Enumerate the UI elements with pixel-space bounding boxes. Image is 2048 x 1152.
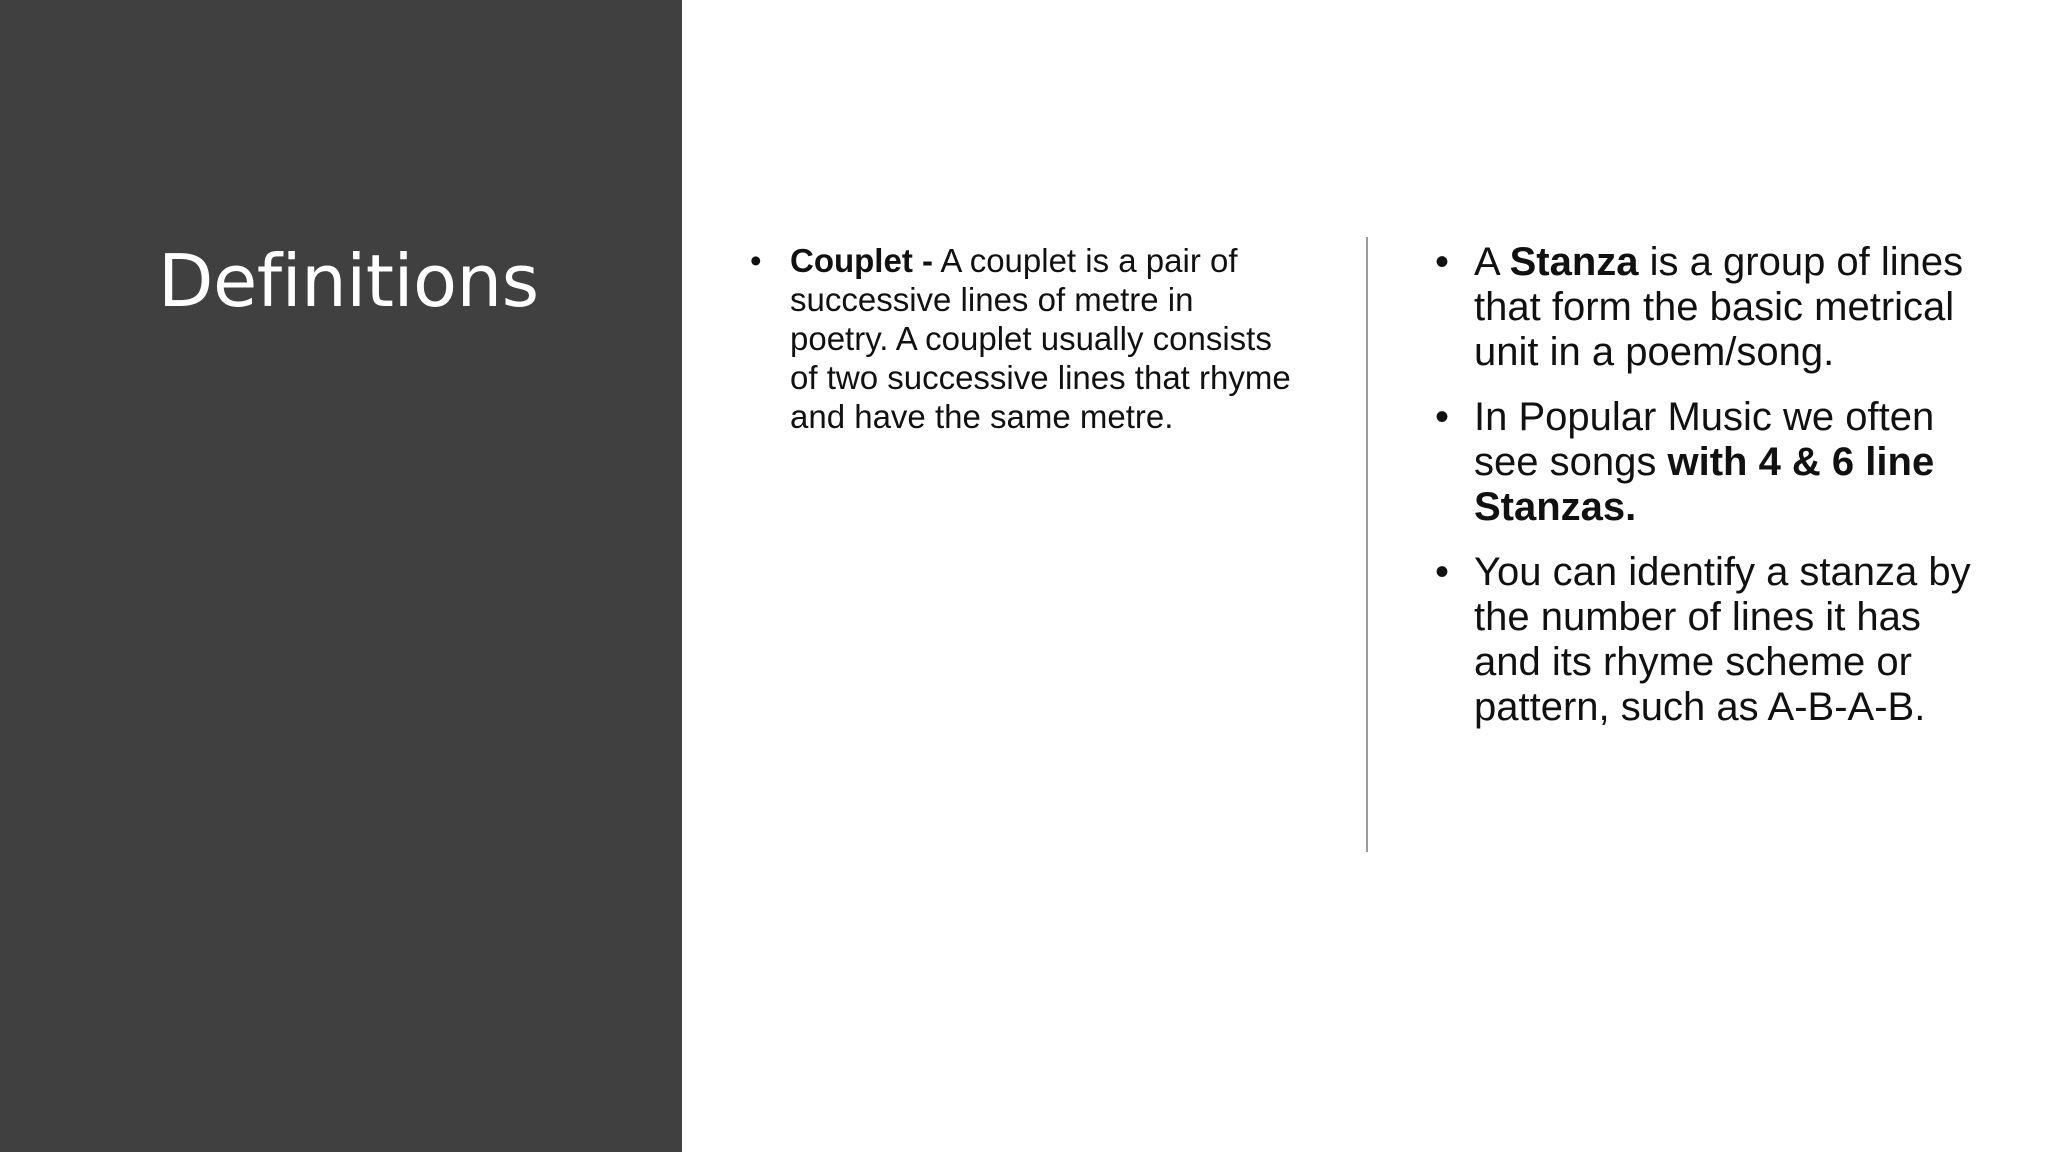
- couplet-column: [748, 241, 1298, 436]
- couplet-definition: A couplet is a pair of successive lines of metre in poetry. A couplet usually consists of two successive lines that rhyme and have the same metre.: [790, 242, 1291, 435]
- popular-music-emphasis: with 4 & 6 line Stanzas.: [1474, 440, 1935, 529]
- stanza-def-post: is a group of lines that form the basic metrical unit in a poem/song.: [1474, 240, 1964, 374]
- stanza-def-pre: A: [1474, 240, 1510, 284]
- couplet-list: [748, 241, 1298, 436]
- list-item-couplet: [748, 241, 1298, 436]
- bullet-icon: •: [750, 242, 762, 279]
- stanza-list: [1432, 240, 1972, 730]
- bullet-icon: •: [1435, 240, 1450, 284]
- bullet-icon: •: [1435, 395, 1450, 439]
- bullet-icon: •: [1435, 550, 1450, 594]
- column-divider: [1366, 237, 1368, 852]
- term-couplet: Couplet -: [790, 242, 933, 279]
- term-stanza: Stanza: [1509, 240, 1639, 284]
- stanza-column: [1432, 240, 1972, 750]
- identify-stanza-text: You can identify a stanza by the number of lines it has and its rhyme scheme or pattern, such as A-B-A-B.: [1474, 550, 1971, 729]
- slide-title: Definitions: [158, 239, 539, 323]
- list-item-stanza-definition: [1432, 240, 1972, 375]
- list-item-popular-music: [1432, 395, 1972, 530]
- popular-music-text: In Popular Music we often see songs: [1474, 395, 1935, 484]
- list-item-identify-stanza: [1432, 550, 1972, 730]
- title-panel: [0, 0, 682, 1152]
